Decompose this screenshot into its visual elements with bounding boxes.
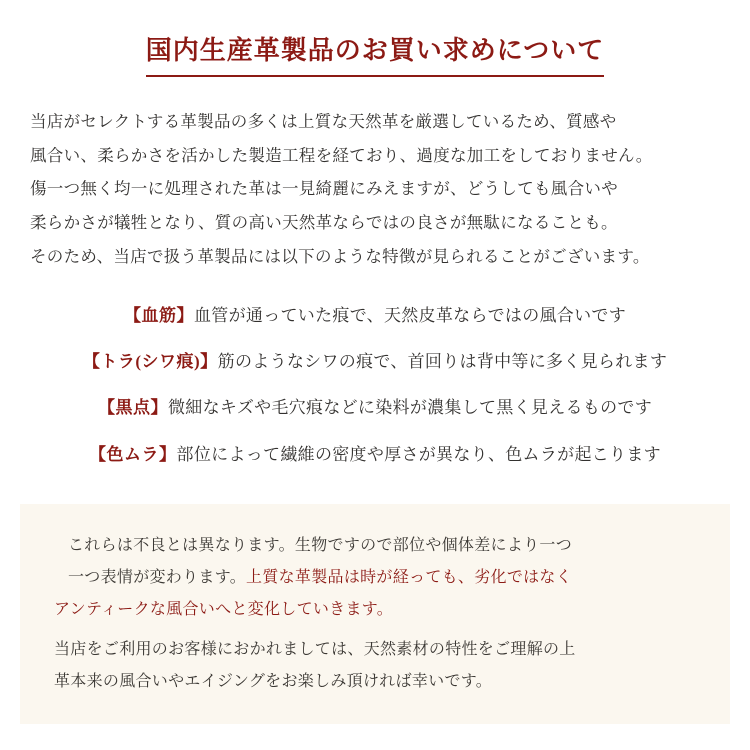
note-text-highlight: 上質な革製品は時が経っても、 (246, 569, 475, 586)
note-text-highlight: アンティークな風合いへと変化していきます。 (54, 601, 394, 618)
note-line: 当店をご利用のお客様におかれましては、天然素材の特性をご理解の上 (54, 641, 576, 658)
feature-description: 筋のようなシワの痕で、首回りは背中等に多く見られます (217, 352, 668, 372)
intro-line: 当店がセレクトする革製品の多くは上質な天然革を厳選しているため、質感や (30, 111, 617, 131)
intro-line: 傷一つ無く均一に処理された革は一見綺麗にみえますが、どうしても風合いや (30, 179, 618, 199)
feature-item (24, 392, 726, 424)
note-text-highlight: 劣化ではなく (474, 569, 573, 586)
note-line: これらは不良とは異なります。生物ですので部位や個体差により一つ (68, 537, 573, 554)
feature-tag: 【黒点】 (97, 398, 168, 418)
feature-tag: 【色ムラ】 (89, 444, 177, 464)
note-box (20, 504, 730, 724)
title-section (0, 0, 750, 77)
feature-list (24, 300, 726, 471)
feature-description: 微細なキズや毛穴痕などに染料が濃集して黒く見えるものです (167, 398, 653, 418)
feature-description: 部位によって繊維の密度や厚さが異なり、色ムラが起こります (176, 444, 661, 464)
intro-line: 風合い、柔らかさを活かした製造工程を経ており、過度な加工をしておりません。 (30, 145, 653, 165)
note-line: 革本来の風合いやエイジングをお楽しみ頂ければ幸いです。 (54, 673, 493, 690)
note-spacer (54, 626, 696, 634)
feature-tag: 【血筋】 (124, 305, 194, 325)
feature-item (24, 346, 726, 378)
note-line (54, 594, 696, 626)
note-text-plain: 一つ表情が変わります。 (68, 569, 247, 586)
feature-item (24, 439, 726, 471)
feature-item (24, 300, 726, 332)
page-title: 国内生産革製品のお買い求めについて (146, 34, 604, 77)
intro-paragraph (30, 105, 720, 274)
feature-tag: 【トラ(シワ痕)】 (82, 352, 218, 372)
feature-description: 血管が通っていた痕で、天然皮革ならではの風合いです (194, 305, 626, 325)
intro-line: そのため、当店で扱う革製品には以下のような特徴が見られることがございます。 (30, 247, 650, 267)
intro-line: 柔らかさが犠牲となり、質の高い天然革ならではの良さが無駄になることも。 (30, 213, 618, 233)
note-line (54, 562, 696, 594)
